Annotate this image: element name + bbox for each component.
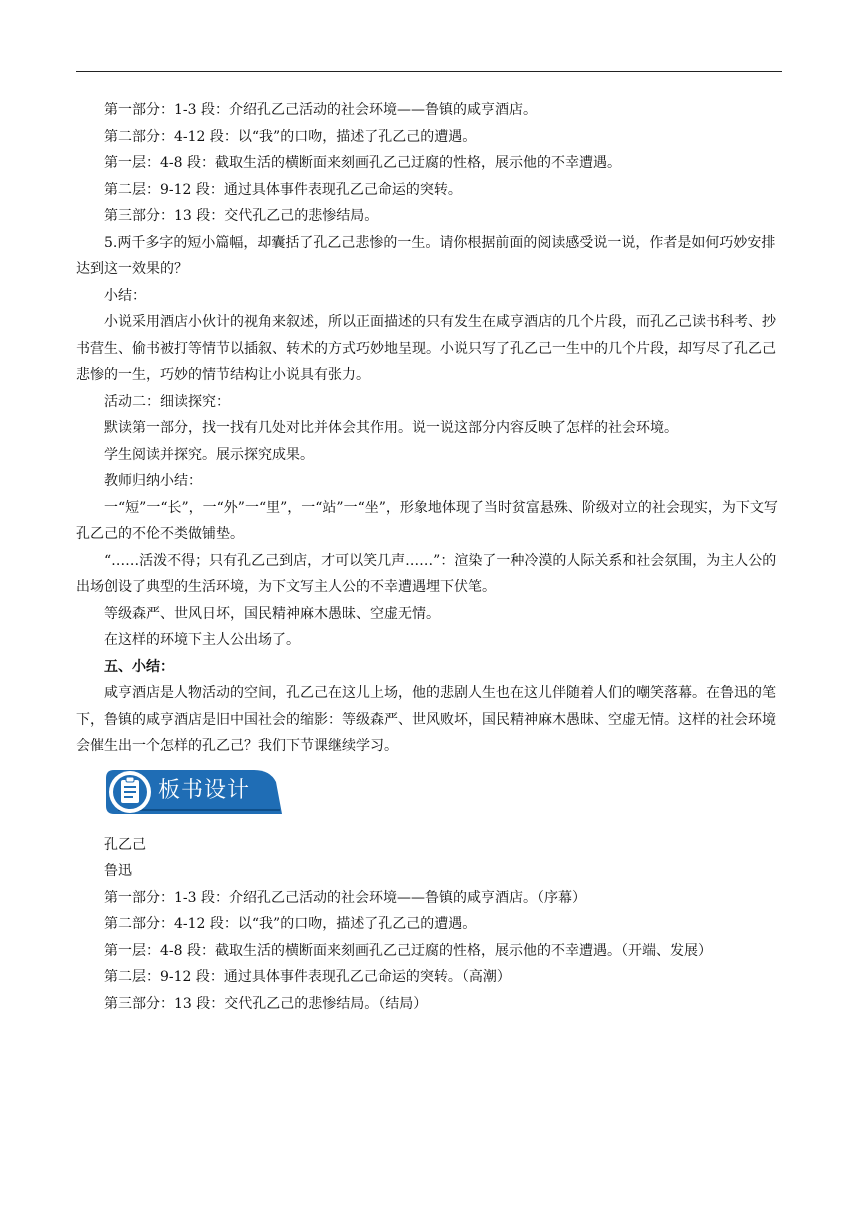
header-rule xyxy=(76,71,782,72)
summary-text: 小说采用酒店小伙计的视角来叙述，所以正面描述的只有发生在咸亨酒店的几个片段，而孔乙己读书科考、抄书营生、偷书被打等情节以插叙、转术的方式巧妙地呈现。小说只写了孔乙己一生中的几个片段，却写尽了孔乙己悲惨的一生，巧妙的情节结构让小说具有张力。 xyxy=(76,314,776,383)
structure-line: 第三部分：13 段：交代孔乙己的悲惨结局。 xyxy=(104,208,379,224)
teacher-summary-label: 教师归纳小结： xyxy=(104,473,202,489)
quote-analysis: “……活泼不得；只有孔乙己到店，才可以笑几声……”：渲染了一种冷漠的人际关系和社会氛围，为主人公的出场创设了典型的生活环境，为下文写主人公的不幸遭遇埋下伏笔。 xyxy=(76,552,777,595)
banner-title: 板书设计 xyxy=(158,777,251,803)
question-5: 5.两千多字的短小篇幅，却囊括了孔乙己悲惨的一生。请你根据前面的阅读感受说一说，作者是如何巧妙安排达到这一效果的？ xyxy=(76,234,776,277)
board-line: 第二层：9-12 段：通过具体事件表现孔乙己命运的突转。（高潮） xyxy=(104,969,511,985)
activity-2-task: 默读第一部分，找一找有几处对比并体会其作用。说一说这部分内容反映了怎样的社会环境。 xyxy=(104,420,678,436)
board-design-banner xyxy=(104,766,282,818)
board-line: 第一部分：1-3 段：介绍孔乙己活动的社会环境——鲁镇的咸亨酒店。（序幕） xyxy=(104,889,586,906)
board-line: 第一层：4-8 段：截取生活的横断面来刻画孔乙己迂腐的性格，展示他的不幸遭遇。（开端、发展） xyxy=(104,942,712,959)
final-summary: 咸亨酒店是人物活动的空间，孔乙己在这儿上场，他的悲剧人生也在这儿伴随着人们的嘲笑落幕。在鲁迅的笔下，鲁镇的咸亨酒店是旧中国社会的缩影：等级森严、世风败坏，国民精神麻木愚昧、空虚无情。这样的社会环境会催生出一个怎样的孔乙己？我们下节课继续学习。 xyxy=(76,685,776,754)
board-line: 第三部分：13 段：交代孔乙己的悲惨结局。（结局） xyxy=(104,995,428,1012)
structure-line: 第二层：9-12 段：通过具体事件表现孔乙己命运的突转。 xyxy=(104,181,462,198)
summary-label: 小结： xyxy=(104,287,146,304)
board-title: 孔乙己 xyxy=(104,836,146,853)
protagonist-appears: 在这样的环境下主人公出场了。 xyxy=(104,632,300,648)
structure-line: 第二部分：4-12 段：以“我”的口吻，描述了孔乙己的遭遇。 xyxy=(104,128,477,145)
society-description: 等级森严、世风日坏，国民精神麻木愚昧、空虚无情。 xyxy=(104,605,440,622)
board-line: 第二部分：4-12 段：以“我”的口吻，描述了孔乙己的遭遇。 xyxy=(104,916,477,932)
document-body xyxy=(76,97,782,1017)
activity-2-heading: 活动二：细读探究： xyxy=(104,393,230,410)
contrast-analysis: 一“短”一“长”，一“外”一“里”，一“站”一“坐”，形象地体现了当时贫富悬殊、阶级对立的社会现实，为下文写孔乙己的不伦不类做铺垫。 xyxy=(76,499,778,542)
board-author: 鲁迅 xyxy=(104,863,132,879)
section-5-heading: 五、小结： xyxy=(104,658,174,675)
structure-line: 第一部分：1-3 段：介绍孔乙己活动的社会环境——鲁镇的咸亨酒店。 xyxy=(104,102,537,118)
clipboard-icon xyxy=(109,771,151,813)
activity-2-student: 学生阅读并探究。展示探究成果。 xyxy=(104,446,314,463)
structure-line: 第一层：4-8 段：截取生活的横断面来刻画孔乙己迂腐的性格，展示他的不幸遭遇。 xyxy=(104,155,621,171)
